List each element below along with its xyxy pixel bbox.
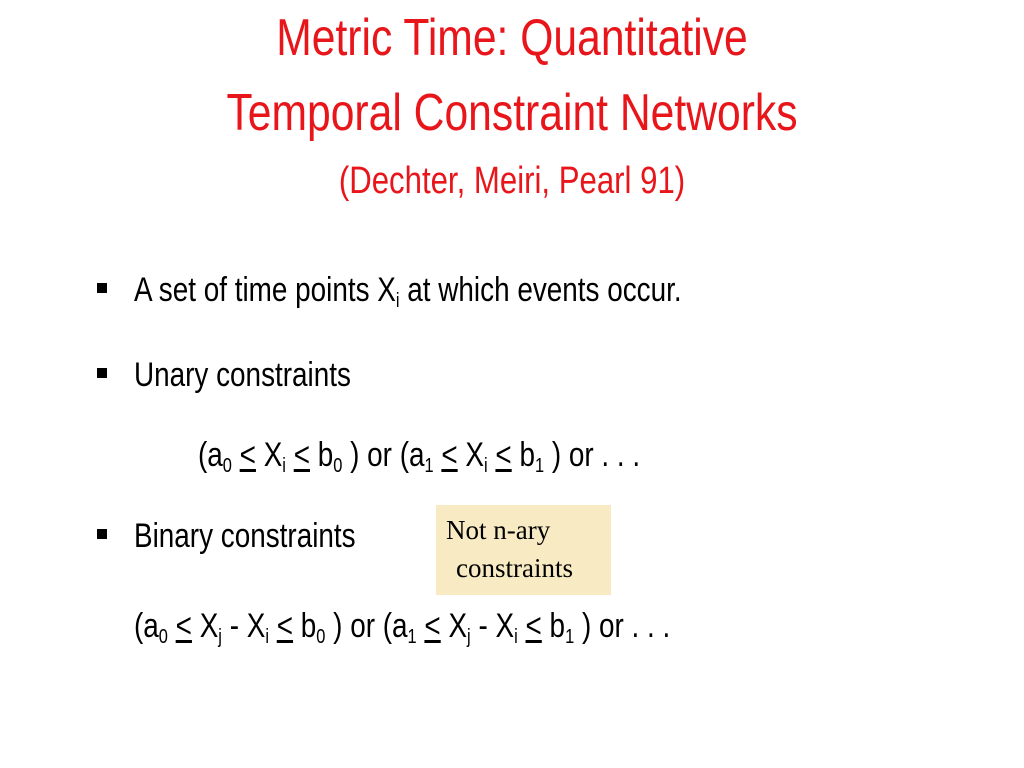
minus-symbol: -: [478, 607, 488, 645]
bullet-text: Binary constraints: [134, 517, 356, 555]
text-segment: (a: [198, 436, 223, 474]
variable: X: [448, 607, 468, 645]
subscript: i: [484, 455, 488, 477]
subscript: i: [395, 290, 400, 312]
note-line-1: Not n-ary: [446, 515, 551, 545]
less-or-equal-symbol: <: [276, 607, 294, 645]
less-or-equal-symbol: <: [495, 436, 512, 474]
text-segment: (a: [134, 607, 159, 645]
square-bullet-icon: [97, 529, 107, 539]
variable: b: [549, 607, 566, 645]
variable: X: [495, 607, 515, 645]
slide-title-line-1: Metric Time: Quantitative: [276, 9, 748, 67]
subscript: i: [282, 455, 286, 477]
variable: X: [199, 607, 219, 645]
text-segment: ) or . . .: [581, 607, 671, 645]
slide-title-line-2: Temporal Constraint Networks: [226, 84, 798, 142]
note-line-2: constraints: [456, 553, 573, 583]
variable: X: [263, 436, 283, 474]
subscript: 1: [424, 455, 434, 477]
less-or-equal-symbol: <: [293, 436, 310, 474]
text-segment: at which events occur.: [399, 271, 682, 309]
subscript: 1: [565, 626, 575, 648]
bullet-text: [134, 270, 682, 310]
subscript: j: [218, 626, 222, 648]
text-segment: ) or (a: [333, 607, 408, 645]
subscript: 0: [158, 626, 168, 648]
text-segment: ) or . . .: [551, 436, 641, 474]
less-or-equal-symbol: <: [441, 436, 458, 474]
binary-constraint-formula: [134, 606, 670, 646]
subscript: 0: [333, 455, 343, 477]
note-callout: [436, 505, 611, 595]
text-segment: ) or (a: [350, 436, 425, 474]
unary-constraint-formula: [198, 435, 640, 475]
bullet-text: Unary constraints: [134, 356, 351, 394]
subscript: i: [265, 626, 270, 648]
less-or-equal-symbol: <: [525, 607, 542, 645]
text-segment: A set of time points X: [134, 271, 396, 309]
square-bullet-icon: [97, 283, 107, 293]
less-or-equal-symbol: <: [175, 607, 192, 645]
subscript: j: [467, 626, 471, 648]
minus-symbol: -: [229, 607, 239, 645]
variable: X: [465, 436, 485, 474]
variable: X: [246, 607, 266, 645]
slide-title-citation: (Dechter, Meiri, Pearl 91): [338, 160, 686, 202]
variable: b: [300, 607, 317, 645]
square-bullet-icon: [97, 368, 107, 378]
subscript: 0: [316, 626, 326, 648]
variable: b: [317, 436, 334, 474]
less-or-equal-symbol: <: [424, 607, 441, 645]
variable: b: [519, 436, 535, 474]
subscript: 1: [407, 626, 417, 648]
less-or-equal-symbol: <: [239, 436, 256, 474]
subscript: 1: [534, 455, 545, 477]
subscript: i: [514, 626, 518, 648]
subscript: 0: [222, 455, 232, 477]
